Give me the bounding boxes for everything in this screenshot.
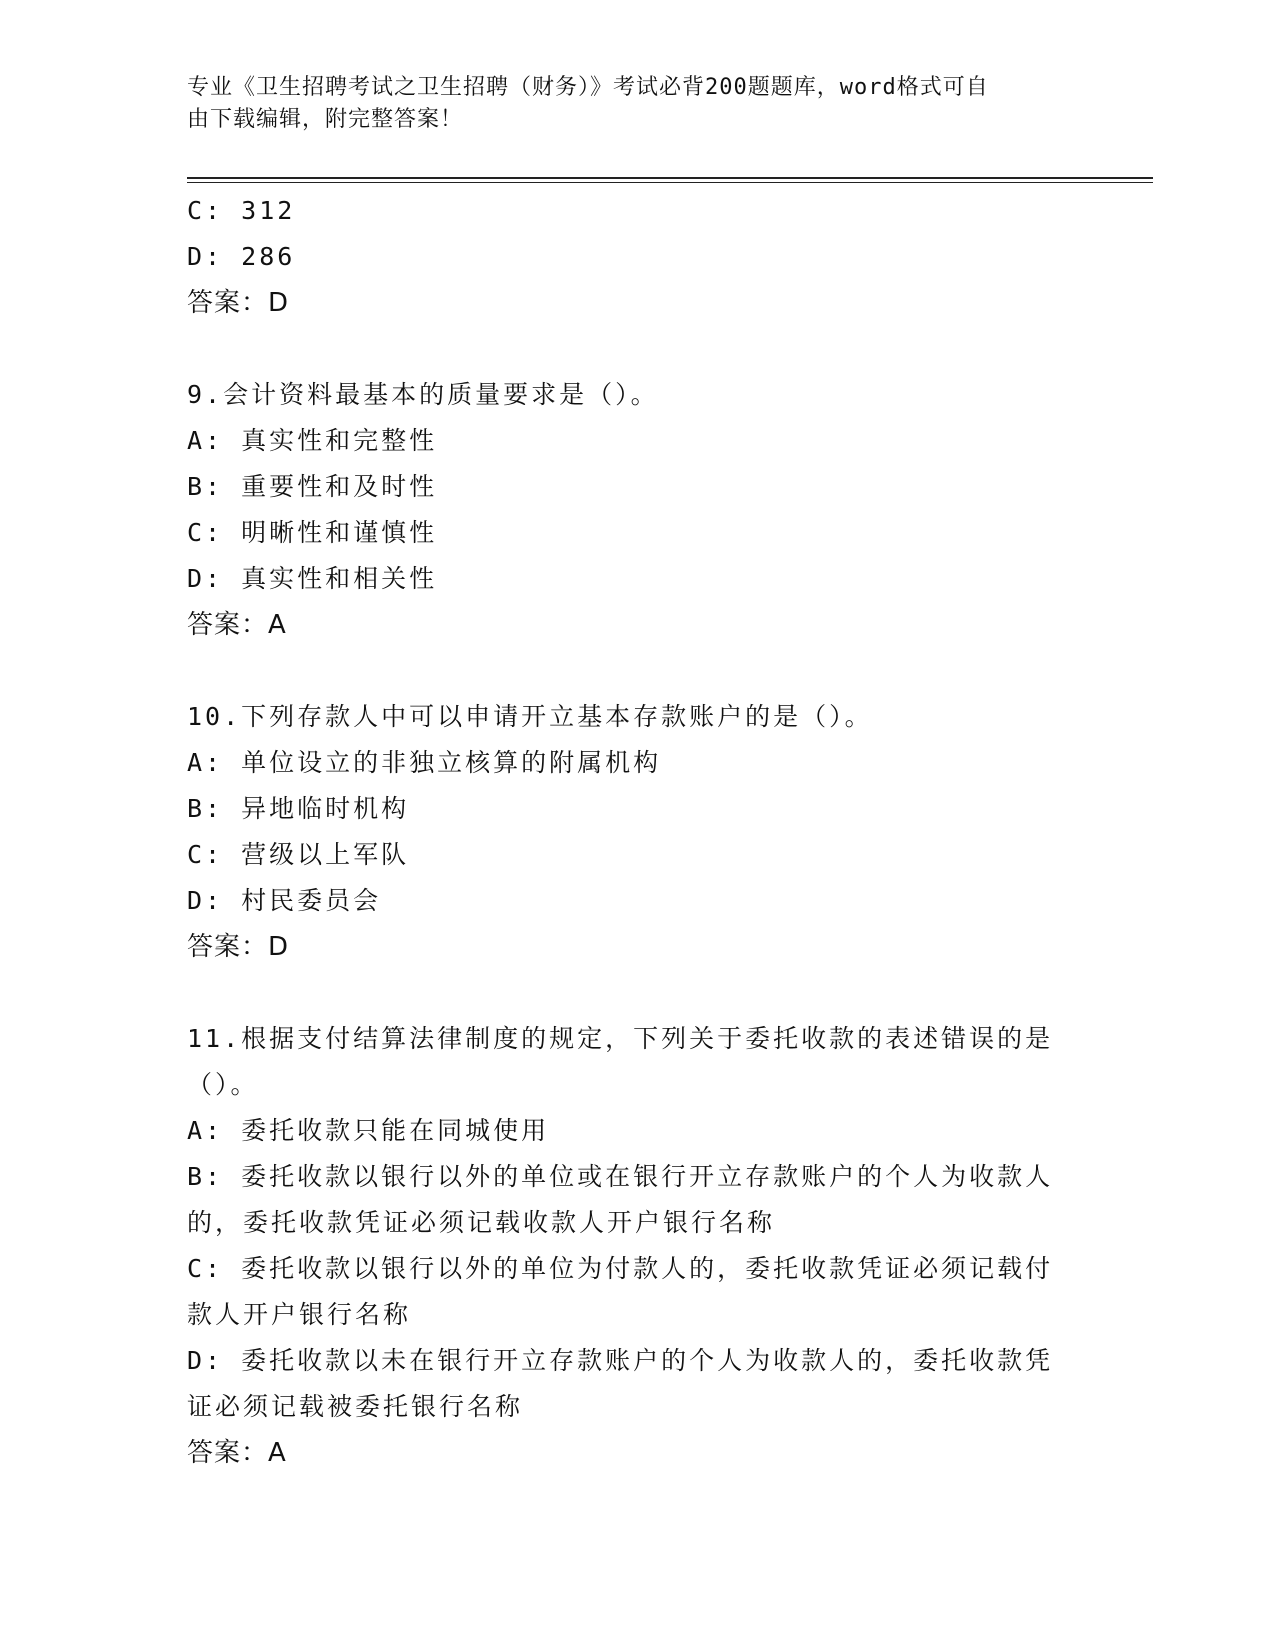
option-c: C: 312 (187, 196, 296, 225)
question-list (187, 188, 1087, 1476)
option-a: A: 委托收款只能在同城使用 (187, 1116, 550, 1145)
option-b: B: 异地临时机构 (187, 794, 410, 823)
header-divider-thin (187, 182, 1153, 183)
question-9 (187, 372, 1087, 648)
option-d: D: 286 (187, 242, 296, 271)
option-d-line-1: D: 委托收款以未在银行开立存款账户的个人为收款人的，委托收款凭 (187, 1346, 1054, 1375)
option-b-line-2: 的，委托收款凭证必须记载收款人开户银行名称 (187, 1208, 776, 1237)
spacer (187, 648, 1087, 694)
spacer (187, 970, 1087, 1016)
header-divider-thick (187, 177, 1153, 179)
answer-label: 答案：D (187, 932, 290, 962)
question-11 (187, 1016, 1087, 1476)
option-a: A: 真实性和完整性 (187, 426, 438, 455)
option-c: C: 营级以上军队 (187, 840, 410, 869)
question-stem-line-2: （）。 (187, 1070, 259, 1099)
option-c: C: 明晰性和谨慎性 (187, 518, 438, 547)
option-b: B: 重要性和及时性 (187, 472, 438, 501)
spacer (187, 326, 1087, 372)
answer-label: 答案：A (187, 1438, 287, 1468)
option-d: D: 真实性和相关性 (187, 564, 438, 593)
option-d: D: 村民委员会 (187, 886, 382, 915)
question-stem: 10.下列存款人中可以申请开立基本存款账户的是（）。 (187, 702, 873, 731)
answer-label: 答案：D (187, 288, 290, 318)
document-header (187, 72, 1067, 136)
option-c-line-2: 款人开户银行名称 (187, 1300, 412, 1329)
header-line-1: 专业《卫生招聘考试之卫生招聘（财务）》考试必背200题题库，word格式可自 (187, 75, 989, 100)
question-8-tail (187, 188, 1087, 326)
option-c-line-1: C: 委托收款以银行以外的单位为付款人的，委托收款凭证必须记载付 (187, 1254, 1054, 1283)
option-d-line-2: 证必须记载被委托银行名称 (187, 1392, 524, 1421)
answer-label: 答案：A (187, 610, 287, 640)
question-10 (187, 694, 1087, 970)
option-a: A: 单位设立的非独立核算的附属机构 (187, 748, 662, 777)
question-stem-line-1: 11.根据支付结算法律制度的规定，下列关于委托收款的表述错误的是 (187, 1024, 1054, 1053)
header-line-2: 由下载编辑，附完整答案！ (187, 107, 464, 132)
option-b-line-1: B: 委托收款以银行以外的单位或在银行开立存款账户的个人为收款人 (187, 1162, 1054, 1191)
question-stem: 9.会计资料最基本的质量要求是（）。 (187, 380, 659, 409)
